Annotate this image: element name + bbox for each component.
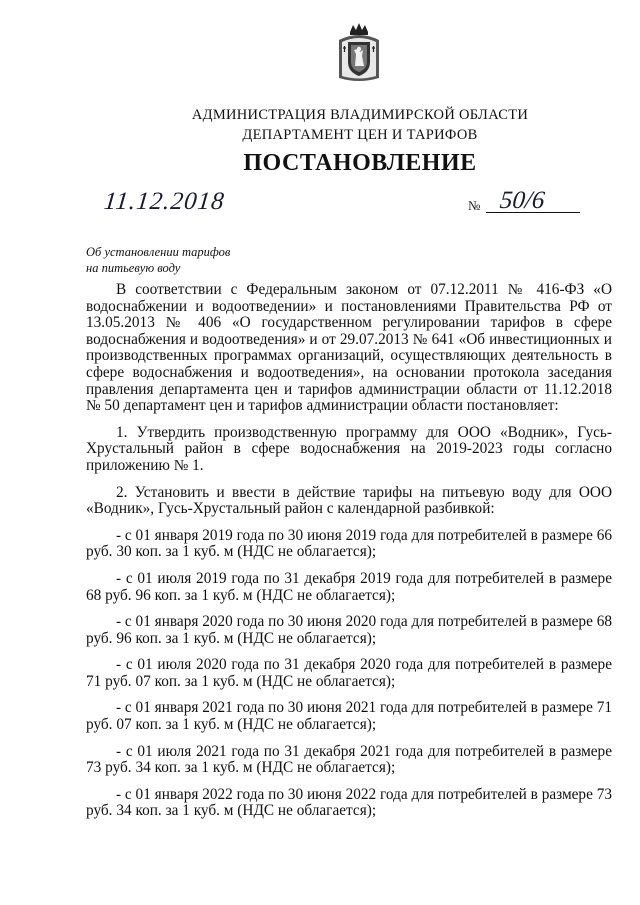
document-subject — [86, 244, 230, 276]
number-label: № — [468, 198, 481, 213]
document-date: 11.12.2018 — [102, 188, 227, 215]
preamble-paragraph: В соответствии с Федеральным законом от 07.12.2011 № 416-ФЗ «О водоснабжении и водоотведении» и постановлениями Правительства РФ от 13.05.2013 № 406 «О государственном регулировании тарифов в сфере водоснабжения и водоотведения» и от 29.07.2013 № 641 «Об инвестиционных и производственных программах организаций, осуществляющих деятельность в сфере водоснабжения и водоотведения», на основании протокола заседания правления департамента цен и тарифов администрации области от 11.12.2018 № 50 департамент цен и тарифов администрации области постановляет: — [86, 281, 612, 415]
tariff-item: - с 01 января 2021 года по 30 июня 2021 года для потребителей в размере 71 руб. 07 коп. за 1 куб. м (НДС не облагается); — [86, 699, 612, 734]
department-name: ДЕПАРТАМЕНТ ЦЕН И ТАРИФОВ — [242, 127, 478, 143]
subject-line: на питьевую воду — [86, 261, 181, 275]
document-body — [86, 282, 612, 820]
tariff-item: - с 01 января 2020 года по 30 июня 2020 года для потребителей в размере 68 руб. 96 коп. за 1 куб. м (НДС не облагается); — [86, 613, 612, 647]
document-type-title: ПОСТАНОВЛЕНИЕ — [243, 150, 477, 176]
coat-of-arms-icon — [336, 22, 382, 84]
document-number: 50/6 — [498, 187, 546, 214]
org-name: АДМИНИСТРАЦИЯ ВЛАДИМИРСКОЙ ОБЛАСТИ — [191, 107, 529, 123]
tariff-item: - с 01 июля 2021 года по 31 декабря 2021 года для потребителей в размере 73 руб. 34 коп. за 1 куб. м (НДС не облагается); — [86, 742, 612, 777]
tariff-item: - с 01 января 2022 года по 30 июня 2022 года для потребителей в размере 73 руб. 34 коп. за 1 куб. м (НДС не облагается); — [86, 785, 612, 820]
tariff-item: - с 01 января 2019 года по 30 июня 2019 года для потребителей в размере 66 руб. 30 коп. за 1 куб. м (НДС не облагается); — [86, 526, 612, 561]
point-paragraph: 1. Утвердить производственную программу для ООО «Водник», Гусь-Хрустальный район в сфере водоснабжения на 2019-2023 годы согласно приложению № 1. — [86, 423, 612, 474]
subject-line: Об установлении тарифов — [86, 245, 231, 259]
tariff-item: - с 01 июля 2019 года по 31 декабря 2019 года для потребителей в размере 68 руб. 96 коп. за 1 куб. м (НДС не облагается); — [86, 569, 612, 604]
tariff-item: - с 01 июля 2020 года по 31 декабря 2020 года для потребителей в размере 71 руб. 07 коп. за 1 куб. м (НДС не облагается); — [86, 656, 612, 690]
point-paragraph: 2. Установить и ввести в действие тарифы на питьевую воду для ООО «Водник», Гусь-Хрустальный район с календарной разбивкой: — [86, 483, 612, 518]
